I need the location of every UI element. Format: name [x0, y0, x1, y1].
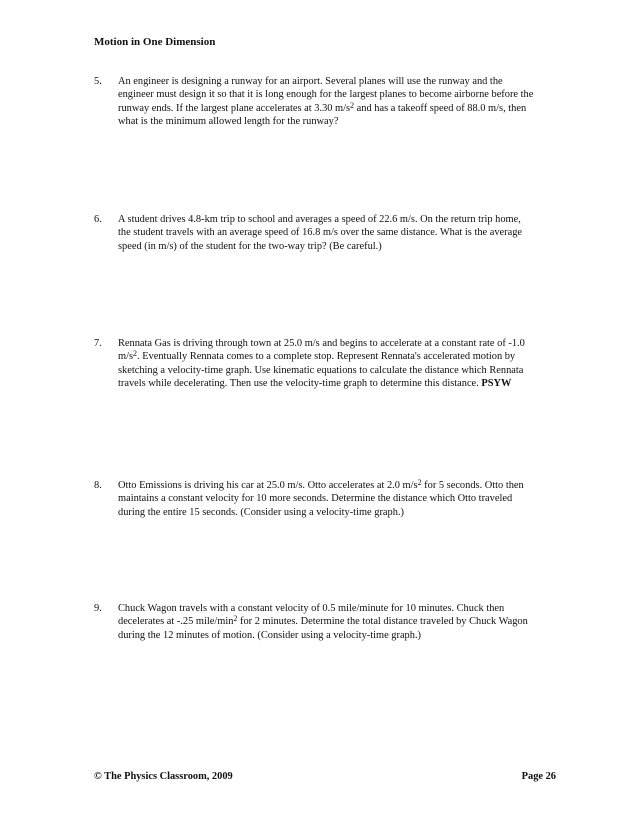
page-title: Motion in One Dimension	[94, 36, 216, 48]
problem-line: during the entire 15 seconds. (Consider using a velocity-time graph.)	[118, 506, 404, 518]
problem-line: Rennata Gas is driving through town at 25.0 m/s and begins to accelerate at a constant rate of -1.0	[118, 338, 525, 349]
problem-line: engineer must design it so that it is long enough for the largest planes to become airborne before the	[118, 89, 534, 101]
problem-text	[118, 602, 558, 642]
problem-text	[118, 479, 558, 519]
footer-page-number: Page 26	[521, 771, 556, 782]
footer-copyright: © The Physics Classroom, 2009	[94, 771, 233, 782]
problem-line: speed (in m/s) of the student for the two-way trip? (Be careful.)	[118, 240, 382, 252]
problem-line: $m/s^2$. Eventually Rennata comes to a complete stop. Represent Rennata's accelerated motion by	[118, 349, 516, 363]
problem-line: A student drives 4.8-km trip to school and averages a speed of 22.6 m/s. On the return trip home,	[118, 214, 521, 225]
problem-number: 8.	[94, 480, 102, 491]
superscript: 2	[350, 100, 355, 110]
psyw-label: PSYW	[481, 378, 512, 390]
superscript: 2	[417, 478, 422, 487]
problem-number: 9.	[94, 603, 102, 614]
problem-line: An engineer is designing a runway for an airport. Several planes will use the runway and the	[118, 76, 503, 87]
problem-line: maintains a constant velocity for 10 more seconds. Determine the distance which Otto traveled	[118, 493, 513, 505]
problem-line: what is the minimum allowed length for the runway?	[118, 116, 339, 128]
problem-line: Chuck Wagon travels with a constant velocity of 0.5 mile/minute for 10 minutes. Chuck then	[118, 603, 505, 614]
problem-number: 6.	[94, 214, 102, 225]
superscript: 2	[133, 349, 138, 359]
problem-line: Otto Emissions is driving his car at 25.0 m/s. Otto accelerates at 2.0 $m/s^2$ for 5 seconds. Otto then	[118, 478, 524, 491]
problem-line: sketching a velocity-time graph. Use kinematic equations to calculate the distance which Rennata	[118, 364, 524, 376]
problem-line: travels while decelerating. Then use the velocity-time graph to determine this distance. PSYW	[118, 378, 512, 390]
problem-line: the student travels with an average speed of 16.8 m/s over the same distance. What is the average	[118, 227, 523, 239]
superscript: 2	[233, 614, 238, 624]
problem-line: decelerates at -.25 mile/$\min^2$ for 2 minutes. Determine the total distance traveled by Chuck Wagon	[118, 614, 528, 628]
problem-text	[118, 213, 558, 253]
problem-text	[118, 75, 558, 129]
problem-line: runway ends. If the largest plane accelerates at 3.30 $m/s^2$ and has a takeoff speed of 88.0 m/s, then	[118, 100, 527, 114]
problem-text	[118, 337, 558, 391]
problem-number: 5.	[94, 76, 102, 87]
problem-line: during the 12 minutes of motion. (Consider using a velocity-time graph.)	[118, 629, 422, 641]
problem-number: 7.	[94, 338, 102, 349]
